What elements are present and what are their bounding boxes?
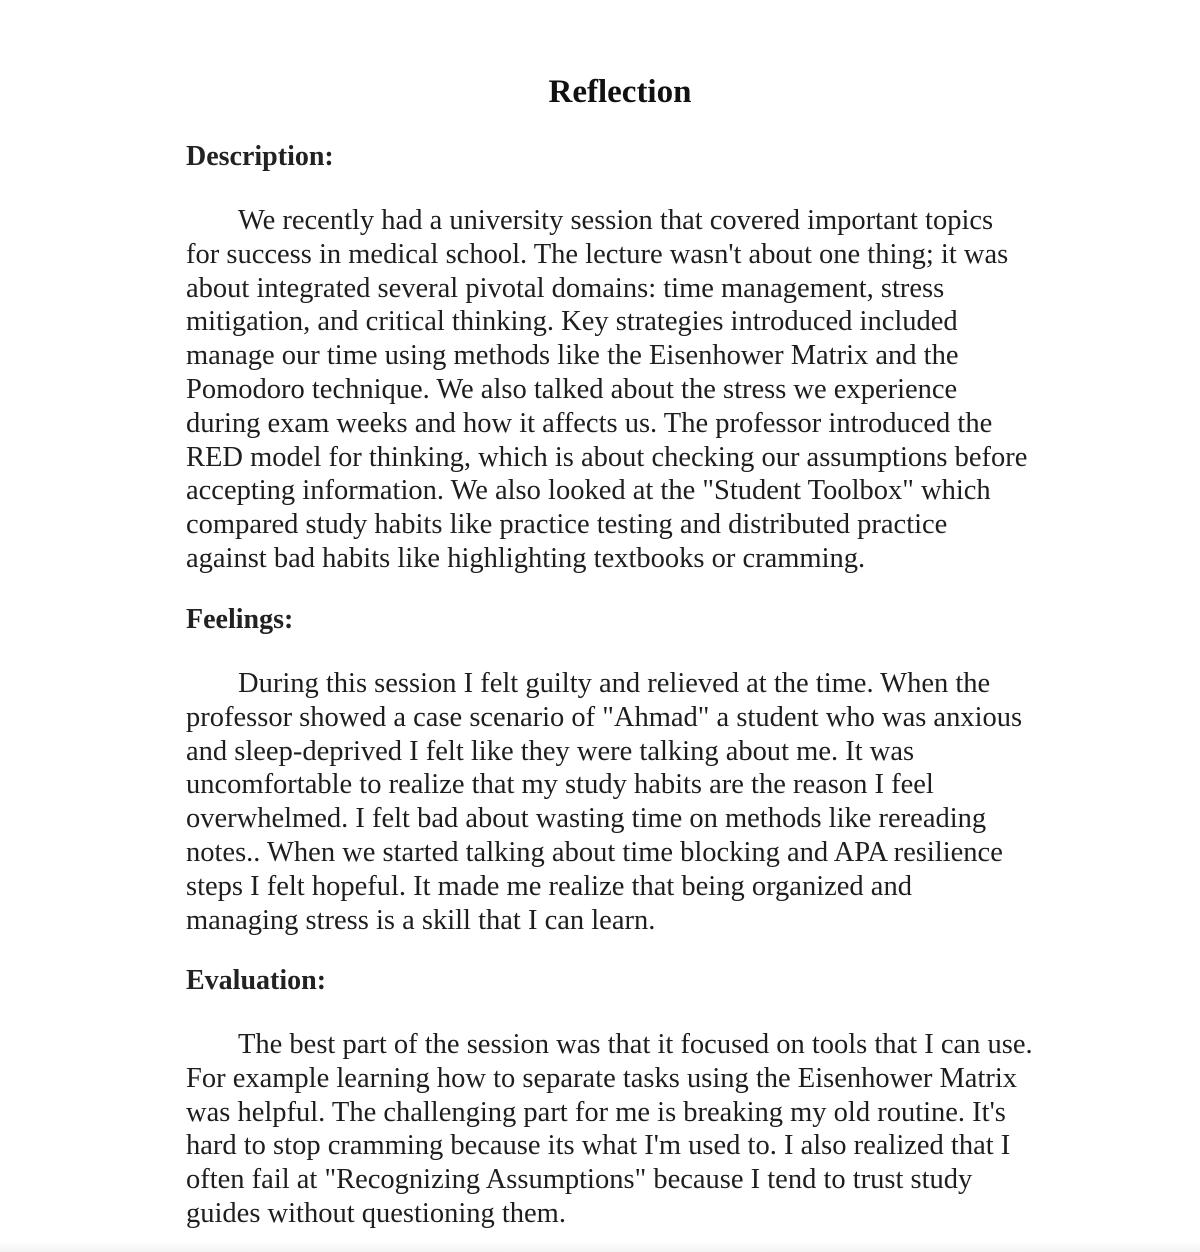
section-paragraph-evaluation <box>186 1028 1086 1231</box>
paragraph-line: professor showed a case scenario of "Ahmad" a student who was anxious <box>186 701 1023 733</box>
paragraph-line: guides without questioning them. <box>186 1197 566 1229</box>
paragraph-line: For example learning how to separate tasks using the Eisenhower Matrix <box>186 1062 1018 1094</box>
section-heading-description: Description: <box>186 141 334 172</box>
paragraph-line: accepting information. We also looked at the "Student Toolbox" which <box>186 475 991 507</box>
paragraph-line: Pomodoro technique. We also talked about the stress we experience <box>186 373 958 405</box>
paragraph-line: The best part of the session was that it focused on tools that I can use. <box>238 1029 1033 1060</box>
paragraph-line: uncomfortable to realize that my study habits are the reason I feel <box>186 769 934 801</box>
paragraph-line: was helpful. The challenging part for me is breaking my old routine. It's <box>186 1096 1006 1128</box>
section-paragraph-feelings <box>186 667 1086 937</box>
paragraph-line: steps I felt hopeful. It made me realize that being organized and <box>186 870 912 902</box>
paragraph-line: often fail at "Recognizing Assumptions" because I tend to trust study <box>186 1164 973 1196</box>
paragraph-line: RED model for thinking, which is about checking our assumptions before <box>186 441 1028 473</box>
paragraph-line: against bad habits like highlighting textbooks or cramming. <box>186 542 866 574</box>
paragraph-line: about integrated several pivotal domains: time management, stress <box>186 272 945 304</box>
page-bottom-shadow <box>0 1242 1200 1252</box>
paragraph-line: for success in medical school. The lecture wasn't about one thing; it was <box>186 238 1009 270</box>
paragraph-line: during exam weeks and how it affects us. The professor introduced the <box>186 407 993 439</box>
paragraph-line: During this session I felt guilty and relieved at the time. When the <box>238 668 991 699</box>
paragraph-line: overwhelmed. I felt bad about wasting time on methods like rereading <box>186 803 987 835</box>
paragraph-line: We recently had a university session that covered important topics <box>238 205 994 236</box>
paragraph-line: managing stress is a skill that I can learn. <box>186 904 656 936</box>
section-heading-feelings: Feelings: <box>186 604 294 635</box>
paragraph-line: mitigation, and critical thinking. Key strategies introduced included <box>186 306 958 338</box>
section-heading-evaluation: Evaluation: <box>186 965 327 996</box>
paragraph-line: notes.. When we started talking about time blocking and APA resilience <box>186 836 1003 868</box>
section-paragraph-description <box>186 204 1086 576</box>
document-title: Reflection <box>548 74 692 110</box>
paragraph-line: manage our time using methods like the Eisenhower Matrix and the <box>186 340 959 372</box>
paragraph-line: and sleep-deprived I felt like they were talking about me. It was <box>186 735 915 767</box>
paragraph-line: hard to stop cramming because its what I'm used to. I also realized that I <box>186 1130 1011 1162</box>
paragraph-line: compared study habits like practice testing and distributed practice <box>186 509 948 541</box>
